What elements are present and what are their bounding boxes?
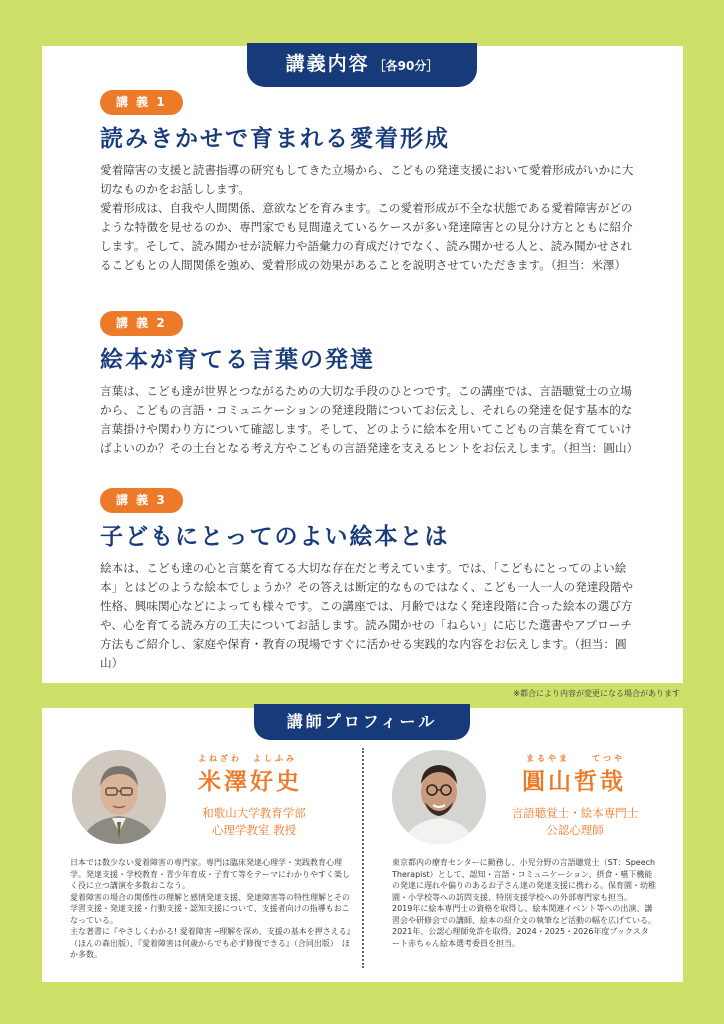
lecture-title: 絵本が育てる言葉の発達	[100, 347, 375, 373]
affiliation-line: 公認心理師	[546, 823, 604, 837]
lecturer-bio: 東京都内の療育センターに勤務し、小児分野の言語聴覚士（ST：Speech Therapist）として、認知・言語・コミュニケーション、摂食・嚥下機能の発達に遅れや偏りのあるお子さん達の発達支援に携わる。保育園・幼稚園・小学校等への訪問支援、特別支援学校への外部専門家も担当。 2019年に絵本専門士の資格を取得し、絵本関連イベント等への出演、講習会や研修会での講師、絵本の紹介文の執筆など活動の幅を広げている。2021年、公認心理師免許を取得。2024・2025・2026年度ブックスタート赤ちゃん絵本選考委員を担当。	[392, 858, 656, 948]
lecturer-photo	[392, 750, 486, 844]
lecture-body: 絵本は、こども達の心と言葉を育てる大切な存在だと考えています。では、「こどもにとってのよい絵本」とはどのような絵本でしょうか？その答えは断定的なものではなく、こども一人一人の発達段階や性格、興味関心などによっても様々です。この講座では、月齢ではなく発達段階に合った絵本の選び方や、心を育てる読み方の工夫についてお話します。読み聞かせの「ねらい」に応じた選書やアプローチ方法もご紹介し、家庭や保育・教育の現場ですぐに活かせる実践的な内容をお伝えします。（担当：圓山）	[100, 561, 634, 670]
affiliation-line: 言語聴覚士・絵本専門士	[511, 806, 639, 820]
lecture-header-title: 講義内容	[285, 53, 370, 75]
lecturer-ruby: よねざわ よしふみ	[198, 754, 297, 763]
affiliation-line: 心理学教室 教授	[211, 823, 297, 837]
lecture-badge: 講 義 2	[100, 311, 183, 336]
lecturer-name: 圓山哲哉	[522, 769, 626, 795]
lecture-title: 子どもにとってのよい絵本とは	[100, 524, 450, 550]
lecture-3	[100, 488, 640, 673]
lecturer-affiliation	[500, 805, 650, 839]
lecture-body: 愛着障害の支援と読書指導の研究もしてきた立場から、こどもの発達支援において愛着形成がいかに大切なものかをお話しします。 愛着形成は、自我や人間関係、意欲などを育みます。この愛着形成が不全な状態である愛着障害がどのような特徴を見せるのか、専門家でも見間違えているケースが多い発達障害との見分け方とともに紹介します。そして、読み聞かせが読解力や語彙力の育成だけでなく、読み聞かせる人と、読み聞かせされるこどもとの人間関係を強め、愛着形成の効果があることを説明させていただきます。（担当：米澤）	[100, 163, 634, 272]
lecturer-name: 米澤好史	[198, 769, 302, 795]
lecturer-affiliation	[184, 805, 324, 839]
lecture-1	[100, 90, 640, 275]
lecture-header	[247, 43, 477, 87]
lecture-badge: 講 義 1	[100, 90, 183, 115]
lecture-duration: ［各90分］	[373, 59, 439, 73]
affiliation-line: 和歌山大学教育学部	[202, 806, 306, 820]
profile-divider	[362, 748, 364, 968]
lecture-body: 言葉は、こども達が世界とつながるための大切な手段のひとつです。この講座では、言語聴覚士の立場から、こどもの言語・コミュニケーションの発達段階についてお伝えし、それらの発達を促す基本的な言葉掛けや関わり方について確認します。そして、どのように絵本を用いてこどもの言葉を育てていけばよいのか？その土台となる考え方やこどもの言語発達を支えるヒントをお伝えします。（担当：圓山）	[100, 384, 639, 455]
lecture-title: 読みきかせで育まれる愛着形成	[100, 126, 450, 152]
profile-header: 講師プロフィール	[254, 704, 470, 740]
change-notice: ※都合により内容が変更になる場合があります	[513, 689, 680, 698]
lecturer-bio: 日本では数少ない愛着障害の専門家。専門は臨床発達心理学・実践教育心理学。発達支援・学校教育・青少年育成・子育て等をテーマにわかりやすく楽しく役に立つ講演を多数おこなう。 愛着障害の場合の関係性の理解と感情発達支援、発達障害等の特性理解とその学習支援・発達支援・行動支援・認知支援について、支援者向けの指導もおこなっている。 主な著書に『やさしくわかる! 愛着障害 ─理解を深め、支援の基本を押さえる』（ほんの森出版）、『愛着障害は何歳からでも必ず修復できる』（合同出版） ほか多数。	[70, 858, 351, 959]
lecture-badge: 講 義 3	[100, 488, 183, 513]
lecturer-ruby: まるやま てつや	[526, 754, 625, 763]
lecturer-photo	[72, 750, 166, 844]
lecture-2	[100, 311, 640, 458]
